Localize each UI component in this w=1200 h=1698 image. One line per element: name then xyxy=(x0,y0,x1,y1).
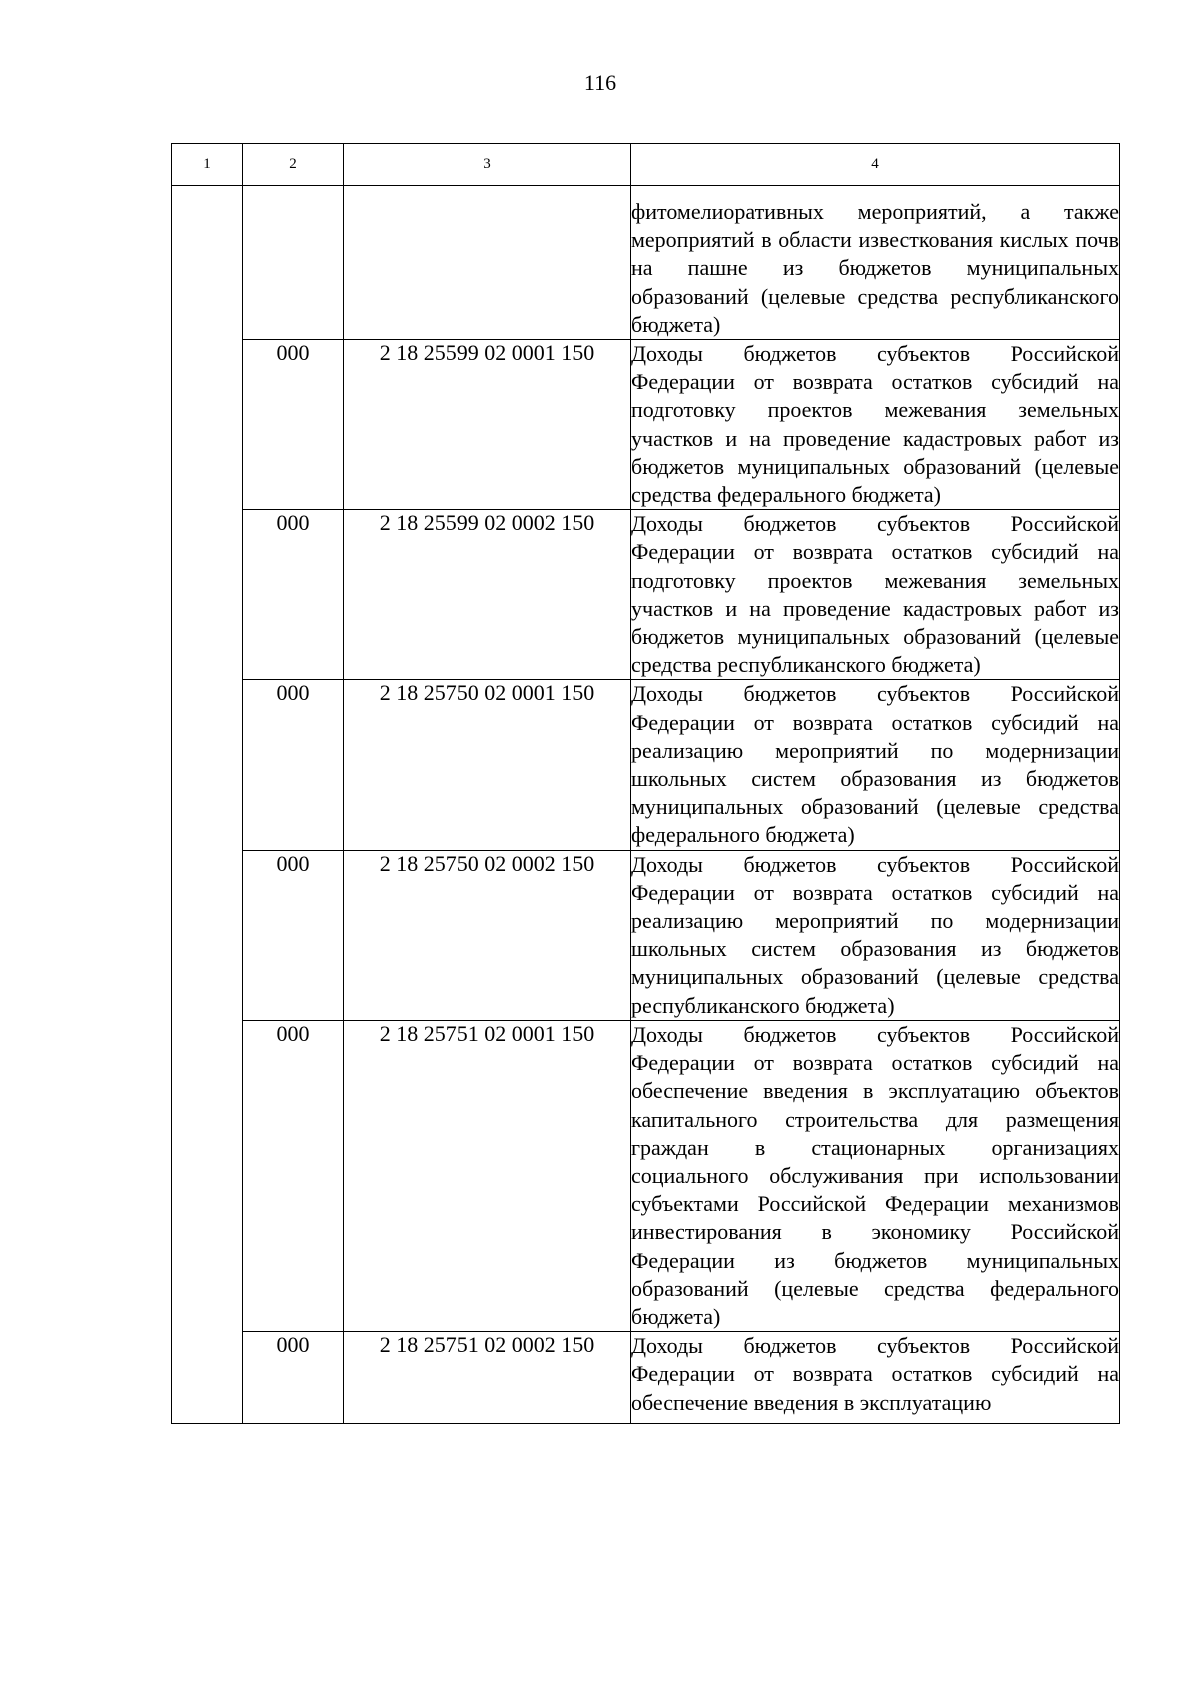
header-col-1: 1 xyxy=(172,144,243,186)
table-row xyxy=(172,850,1120,1020)
header-col-3: 3 xyxy=(344,144,631,186)
budget-code-cell: 2 18 25751 02 0001 150 xyxy=(344,1020,631,1331)
header-col-2: 2 xyxy=(243,144,344,186)
budget-code-cell: 2 18 25750 02 0001 150 xyxy=(344,680,631,850)
budget-code-cell xyxy=(344,186,631,340)
description-cell: фитомелиоративных мероприятий, а также мероприятий в области известкования кислых почв на пашне из бюджетов муниципальных образований (целевые средства республиканского бюджета) xyxy=(631,186,1120,340)
admin-code-cell: 000 xyxy=(243,510,344,680)
budget-code-cell: 2 18 25599 02 0001 150 xyxy=(344,340,631,510)
admin-code-cell: 000 xyxy=(243,680,344,850)
table-row xyxy=(172,340,1120,510)
description-cell: Доходы бюджетов субъектов Российской Федерации от возврата остатков субсидий на подготовку проектов межевания земельных участков и на проведение кадастровых работ из бюджетов муниципальных образований (целевые средства федерального бюджета) xyxy=(631,340,1120,510)
page-number: 116 xyxy=(583,70,617,95)
admin-code-cell: 000 xyxy=(243,1332,344,1424)
description-cell: Доходы бюджетов субъектов Российской Федерации от возврата остатков субсидий на обеспечение введения в эксплуатацию объектов капитального строительства для размещения граждан в стационарных организациях социального обслуживания при использовании субъектами Российской Федерации механизмов инвестирования в экономику Российской Федерации из бюджетов муниципальных образований (целевые средства федерального бюджета) xyxy=(631,1020,1120,1331)
description-cell: Доходы бюджетов субъектов Российской Федерации от возврата остатков субсидий на реализацию мероприятий по модернизации школьных систем образования из бюджетов муниципальных образований (целевые средства федерального бюджета) xyxy=(631,680,1120,850)
header-row xyxy=(172,144,1120,186)
description-cell: Доходы бюджетов субъектов Российской Федерации от возврата остатков субсидий на подготовку проектов межевания земельных участков и на проведение кадастровых работ из бюджетов муниципальных образований (целевые средства республиканского бюджета) xyxy=(631,510,1120,680)
col-1-cell xyxy=(172,186,243,1424)
table-row xyxy=(172,510,1120,680)
budget-code-cell: 2 18 25750 02 0002 150 xyxy=(344,850,631,1020)
table-row xyxy=(172,680,1120,850)
description-cell: Доходы бюджетов субъектов Российской Федерации от возврата остатков субсидий на обеспечение введения в эксплуатацию xyxy=(631,1332,1120,1424)
admin-code-cell: 000 xyxy=(243,850,344,1020)
budget-code-cell: 2 18 25751 02 0002 150 xyxy=(344,1332,631,1424)
table-row xyxy=(172,1332,1120,1424)
budget-codes-table xyxy=(171,143,1120,1424)
description-cell: Доходы бюджетов субъектов Российской Федерации от возврата остатков субсидий на реализацию мероприятий по модернизации школьных систем образования из бюджетов муниципальных образований (целевые средства республиканского бюджета) xyxy=(631,850,1120,1020)
header-col-4: 4 xyxy=(631,144,1120,186)
admin-code-cell: 000 xyxy=(243,1020,344,1331)
admin-code-cell: 000 xyxy=(243,340,344,510)
table-row xyxy=(172,1020,1120,1331)
table-row xyxy=(172,186,1120,340)
budget-code-cell: 2 18 25599 02 0002 150 xyxy=(344,510,631,680)
admin-code-cell xyxy=(243,186,344,340)
